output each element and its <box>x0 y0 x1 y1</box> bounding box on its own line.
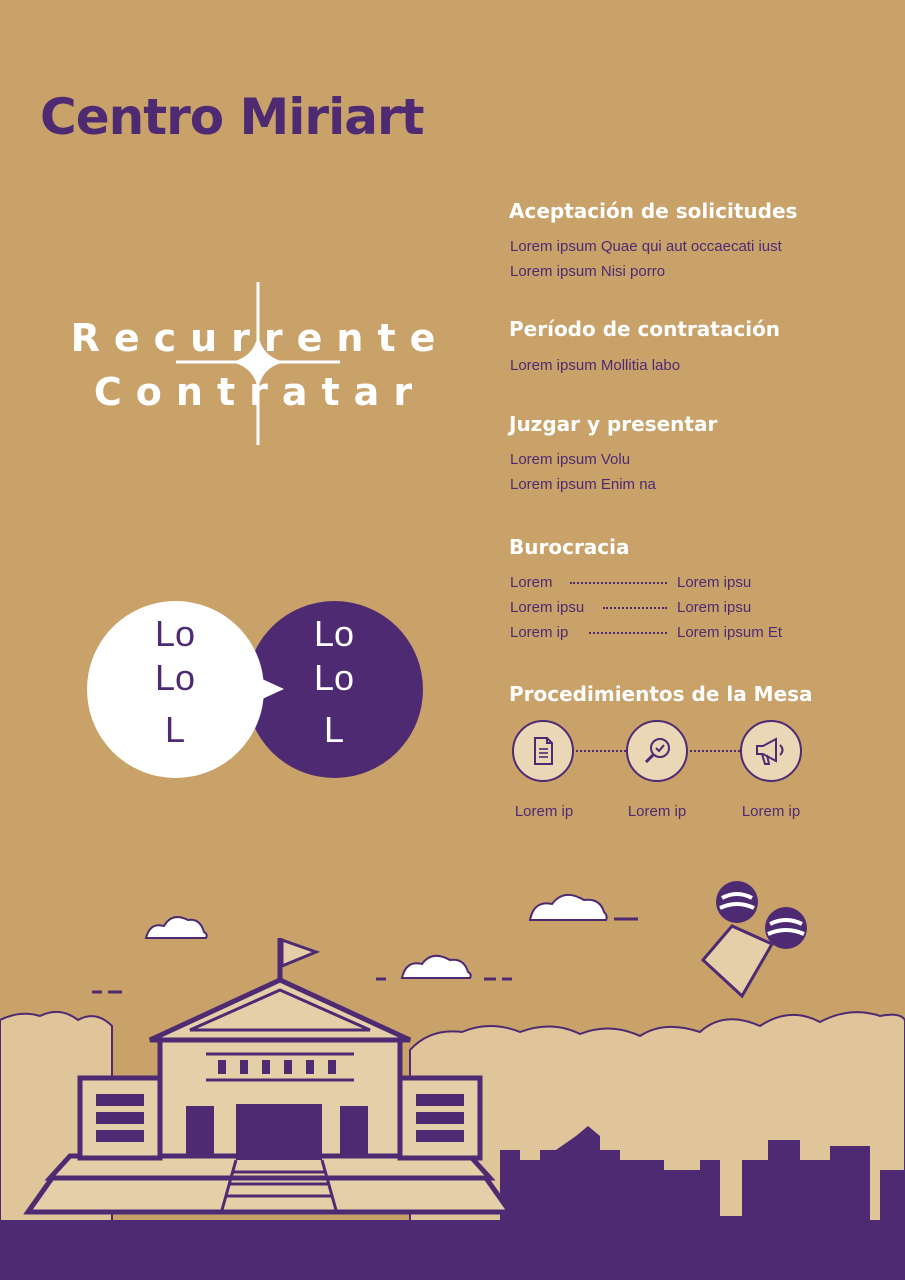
section-heading-procedimientos: Procedimientos de la Mesa <box>509 682 813 706</box>
megaphone-icon <box>742 722 800 780</box>
burocracia-left: Lorem ip <box>510 624 569 641</box>
section-heading-juzgar: Juzgar y presentar <box>509 412 718 436</box>
page-title: Centro Miriart <box>40 88 424 146</box>
section-text: Lorem ipsum Nisi porro <box>510 263 666 280</box>
cloud-icon <box>146 895 607 978</box>
dotted-leader <box>603 607 667 609</box>
section-text: Lorem ipsum Mollitia labo <box>510 357 681 374</box>
purple-circle-text-3: L <box>323 709 345 750</box>
dotted-connector <box>576 750 626 752</box>
step-circle <box>626 720 688 782</box>
document-icon <box>514 722 572 780</box>
section-heading-burocracia: Burocracia <box>509 535 630 559</box>
section-heading-periodo: Período de contratación <box>509 317 781 341</box>
dotted-leader <box>570 582 667 584</box>
flag-icon <box>282 940 316 966</box>
white-circle-text-1: Lo <box>154 613 196 654</box>
section-heading-aceptacion: Aceptación de solicitudes <box>509 199 798 223</box>
step-label: Lorem ip <box>514 803 574 820</box>
step-label: Lorem ip <box>741 803 801 820</box>
burocracia-left: Lorem ipsu <box>510 599 585 616</box>
step-circle <box>740 720 802 782</box>
burocracia-right: Lorem ipsu <box>677 599 752 616</box>
section-text: Lorem ipsum Quae qui aut occaecati iust <box>510 238 782 255</box>
section-text: Lorem ipsum Volu <box>510 451 631 468</box>
burocracia-right: Lorem ipsu <box>677 574 752 591</box>
balloon-icon <box>703 881 807 996</box>
burocracia-right: Lorem ipsum Et <box>677 624 783 641</box>
city-illustration <box>0 860 905 1280</box>
section-text: Lorem ipsum Enim na <box>510 476 656 493</box>
burocracia-left: Lorem <box>510 574 553 591</box>
white-circle-text-3: L <box>164 709 186 750</box>
sparkle-icon <box>170 282 350 447</box>
step-label: Lorem ip <box>627 803 687 820</box>
headline-line-1: Recurrente <box>70 316 450 360</box>
purple-circle-text-1: Lo <box>313 613 355 654</box>
dotted-leader <box>589 632 667 634</box>
pointer-triangle <box>260 676 286 702</box>
search-check-icon <box>628 722 686 780</box>
white-circle-text-2: Lo <box>154 657 196 698</box>
step-circle <box>512 720 574 782</box>
purple-circle-text-2: Lo <box>313 657 355 698</box>
dotted-connector <box>690 750 740 752</box>
headline-line-2: Contratar <box>93 370 427 414</box>
